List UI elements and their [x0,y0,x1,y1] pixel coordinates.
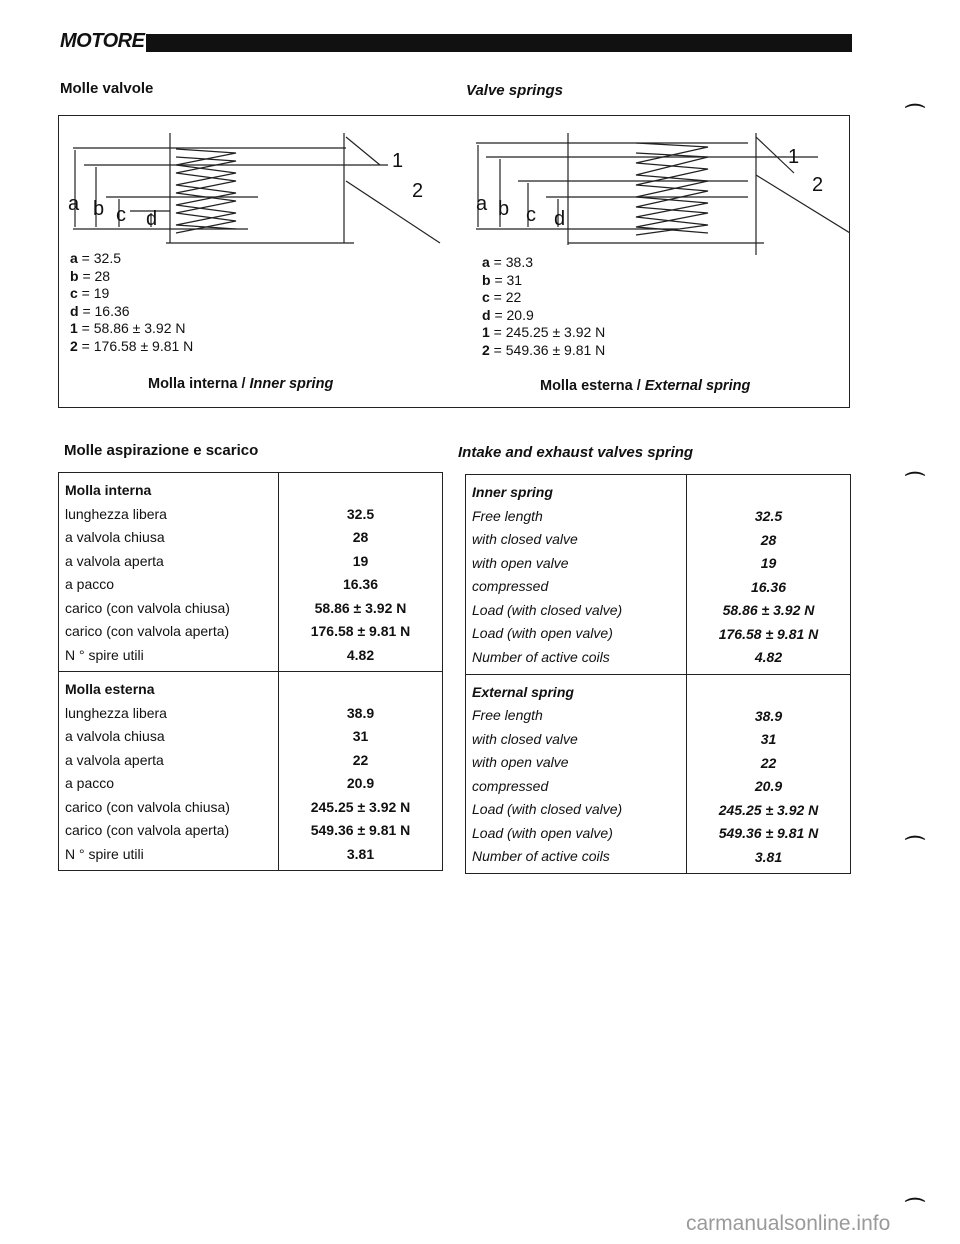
row-value: 16.36 [342,576,379,592]
spec-table-en [465,474,851,874]
dim-label-1: 1 [788,146,800,168]
row-label: Number of active coils [472,648,610,665]
margin-mark: ⌒ [905,472,925,494]
dim-label-b: b [93,198,105,220]
row-label: a pacco [65,576,115,592]
margin-mark: ⌒ [905,1198,925,1220]
spec-line: a = 32.5 [70,250,121,266]
section2-title-en: Intake and exhaust valves spring [458,444,694,461]
row-label: a valvola chiusa [65,529,165,545]
label-column [59,473,279,672]
inner-spring-caption: Molla interna / Inner spring [148,376,334,392]
row-value: 58.86 ± 3.92 N [722,602,815,618]
label-column [466,475,687,675]
row-value: 38.9 [754,707,783,724]
row-label: a valvola aperta [65,552,164,569]
spec-line: a = 38.3 [482,254,533,270]
value-column [279,672,443,871]
dim-label-b: b [498,198,510,220]
dim-label-d: d [554,208,566,230]
dim-label-c: c [116,204,126,226]
row-label: a pacco [65,775,115,791]
row-label: Number of active coils [472,848,610,864]
row-value: 28 [760,531,777,548]
table-group-inner [59,473,443,672]
spec-line: 1 = 58.86 ± 3.92 N [70,320,186,336]
row-label: Load (with closed valve) [472,601,623,618]
dim-label-a: a [68,193,80,215]
label-column [59,672,279,871]
dim-label-c: c [526,204,536,226]
outer-spring-caption: Molla esterna / External spring [540,378,751,394]
spec-line: 2 = 176.58 ± 9.81 N [70,337,194,354]
row-value: 31 [760,731,777,747]
row-value: 32.5 [754,508,783,524]
dim-label-a: a [476,193,488,215]
row-value: 20.9 [754,778,783,794]
group-heading: Inner spring [472,484,553,500]
row-value: 58.86 ± 3.92 N [314,599,407,616]
dim-label-d: d [146,208,158,230]
row-value: 4.82 [754,649,783,665]
spec-table-it [58,472,443,871]
row-value: 19 [352,552,369,569]
outer-spring-specs [482,254,605,359]
spec-line: c = 22 [482,289,522,305]
dim-label-1: 1 [392,150,404,172]
group-heading: External spring [472,683,574,700]
row-value: 245.25 ± 3.92 N [718,801,819,818]
header-bar [146,34,852,52]
row-value: 176.58 ± 9.81 N [718,625,819,642]
row-label: lunghezza libera [65,704,167,721]
section-title-it: Molle valvole [60,80,154,97]
row-label: Load (with open valve) [472,625,613,641]
row-label: Free length [472,507,543,524]
spec-line: c = 19 [70,285,110,301]
row-value: 19 [760,555,777,571]
inner-spring-specs [70,250,193,355]
section-title-en: Valve springs [466,82,563,99]
row-value: 28 [352,529,369,545]
row-label: with open valve [472,554,569,571]
row-label: carico (con valvola chiusa) [65,599,230,616]
row-value: 4.82 [346,646,375,663]
row-label: Load (with open valve) [472,824,613,841]
dim-label-2: 2 [412,180,424,202]
row-label: carico (con valvola chiusa) [65,798,230,815]
row-value: 22 [760,754,777,771]
row-value: 176.58 ± 9.81 N [310,623,411,639]
spec-line: 1 = 245.25 ± 3.92 N [482,324,606,340]
row-value: 20.9 [346,775,375,791]
row-label: a valvola aperta [65,751,164,768]
row-label: compressed [472,578,549,594]
spec-line: 2 = 549.36 ± 9.81 N [482,341,606,358]
row-label: lunghezza libera [65,505,167,522]
row-value: 549.36 ± 9.81 N [718,825,819,841]
row-label: Free length [472,707,543,723]
watermark: carmanualsonline.info [686,1212,891,1235]
table-group-outer [466,674,851,874]
row-value: 32.5 [346,505,375,522]
group-heading: Molla interna [65,482,152,498]
row-label: Load (with closed valve) [472,801,623,817]
row-value: 22 [352,751,369,768]
row-value: 3.81 [346,845,375,862]
page-header-title: MOTORE [60,30,145,52]
row-label: with open valve [472,754,569,770]
row-label: carico (con valvola aperta) [65,623,230,639]
row-label: with closed valve [472,730,578,747]
group-heading: Molla esterna [65,681,155,697]
row-value: 549.36 ± 9.81 N [310,822,411,838]
row-value: 16.36 [750,578,787,595]
value-column [687,475,851,675]
margin-mark: ⌒ [905,836,925,858]
spec-line: b = 31 [482,271,523,288]
section2-title-it: Molle aspirazione e scarico [64,442,259,459]
row-label: with closed valve [472,531,578,547]
value-column [687,674,851,874]
row-label: carico (con valvola aperta) [65,822,230,838]
row-label: a valvola chiusa [65,728,165,744]
row-value: 38.9 [346,704,375,721]
label-column [466,674,687,874]
spec-line: b = 28 [70,267,111,284]
row-value: 245.25 ± 3.92 N [310,798,411,815]
row-label: compressed [472,777,549,794]
row-value: 31 [352,728,369,744]
row-label: N ° spire utili [65,845,144,862]
inner-spring-drawing [73,133,440,243]
row-value: 3.81 [754,848,783,865]
spec-line: d = 16.36 [70,302,130,319]
spec-line: d = 20.9 [482,306,534,323]
margin-mark: ⌒ [905,104,925,126]
table-group-outer [59,672,443,871]
table-group-inner [466,475,851,675]
dim-label-2: 2 [812,174,824,196]
row-label: N ° spire utili [65,646,144,663]
value-column [279,473,443,672]
